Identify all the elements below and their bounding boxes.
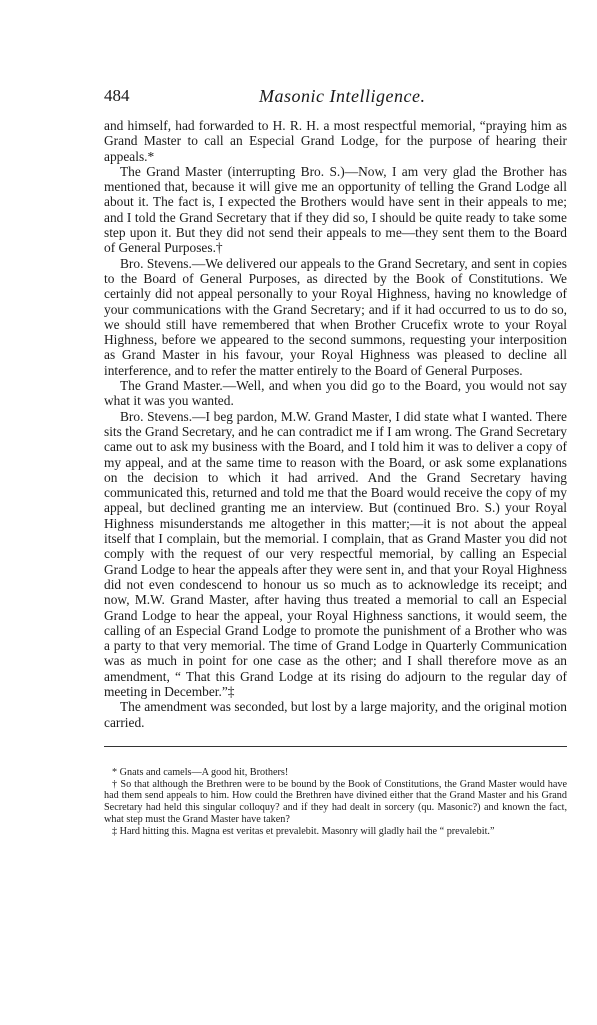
paragraph: The amendment was seconded, but lost by a large majority, and the original motion carried. <box>104 699 567 730</box>
running-head: Masonic Intelligence. <box>259 86 426 106</box>
paragraph: Bro. Stevens.—I beg pardon, M.W. Grand Master, I did state what I wanted. There sits the Grand Secretary, and he can contradict me if I am wrong. The Grand Secretary came out to ask my business with the Board, and I told him it was to deliver a copy of my appeal, and at the same time to reason with the Board, or ask some explanations on the decision to which it had arrived. And the Grand Secretary having communicated this, returned and told me that the Board would receive the copy of my appeal, but declined granting me an interview. But (continued Bro. S.) your Royal Highness misunderstands me altogether in this matter;—it is not about the appeal itself that I complain, but the memorial. I complain, that as Grand Master you did not comply with the request of our very respectful memorial, by calling an Especial Grand Lodge to hear the appeals after they were sent in, and that your Royal Highness did not even condescend to honour us so much as to acknowledge its receipt; and now, M.W. Grand Master, after having thus treated a memorial to call an Especial Grand Lodge to hear the appeal, your Royal Highness sanctions, it would seem, the calling of an Especial Grand Lodge to promote the punishment of a Brother who was a party to that very memorial. The time of Grand Lodge in Quarterly Communication was as much in point for one case as the other; and I shall therefore move as an amendment, “ That this Grand Lodge at its rising do adjourn to the regular day of meeting in December.”‡ <box>104 408 567 699</box>
footnote-divider <box>104 746 567 747</box>
page-header <box>104 86 567 112</box>
footnote: * Gnats and camels—A good hit, Brothers! <box>112 766 289 778</box>
paragraph: The Grand Master (interrupting Bro. S.)—Now, I am very glad the Brother has mentioned that, because it will give me an opportunity of telling the Grand Lodge all about it. The fact is, I expected the Brothers would have sent in their appeals to me; and I told the Grand Secretary that if they did so, I should be quite ready to take some step upon it. But they did not send their appeals to me—they sent them to the Board of General Purposes.† <box>104 163 567 256</box>
footnote: ‡ Hard hitting this. Magna est veritas et prevalebit. Masonry will gladly hail the “ prevalebit.” <box>112 825 495 837</box>
page-number: 484 <box>104 86 130 105</box>
paragraph: The Grand Master.—Well, and when you did go to the Board, you would not say what it was you wanted. <box>104 378 567 409</box>
footnote: † So that although the Brethren were to be bound by the Book of Constitutions, the Grand Master would have had them send appeals to him. How could the Brethren have divined either that the Grand Master and his Grand Secretary had held this singular colloquy? and if they had dealt in sorcery (qu. Masonic?) and known the fact, what step must the Grand Master have taken? <box>104 778 567 826</box>
footnotes <box>104 767 567 838</box>
paragraph: Bro. Stevens.—We delivered our appeals to the Grand Secretary, and sent in copies to the Board of General Purposes, as directed by the Book of Constitutions. We certainly did not appeal personally to your Royal Highness, having no knowledge of your communications with the Grand Secretary; and if it had occurred to us to do so, we should still have remembered that when Brother Crucefix wrote to your Royal Highness, before we appeared to the second summons, requesting your interposition as Grand Master in his favour, your Royal Highness was pleased to decline all interference, and to refer the matter entirely to the Board of General Purposes. <box>104 255 567 378</box>
body-text <box>104 118 567 730</box>
paragraph: and himself, had forwarded to H. R. H. a most respectful memorial, “praying him as Grand Master to call an Especial Grand Lodge, for the purpose of hearing their appeals.* <box>104 118 567 164</box>
